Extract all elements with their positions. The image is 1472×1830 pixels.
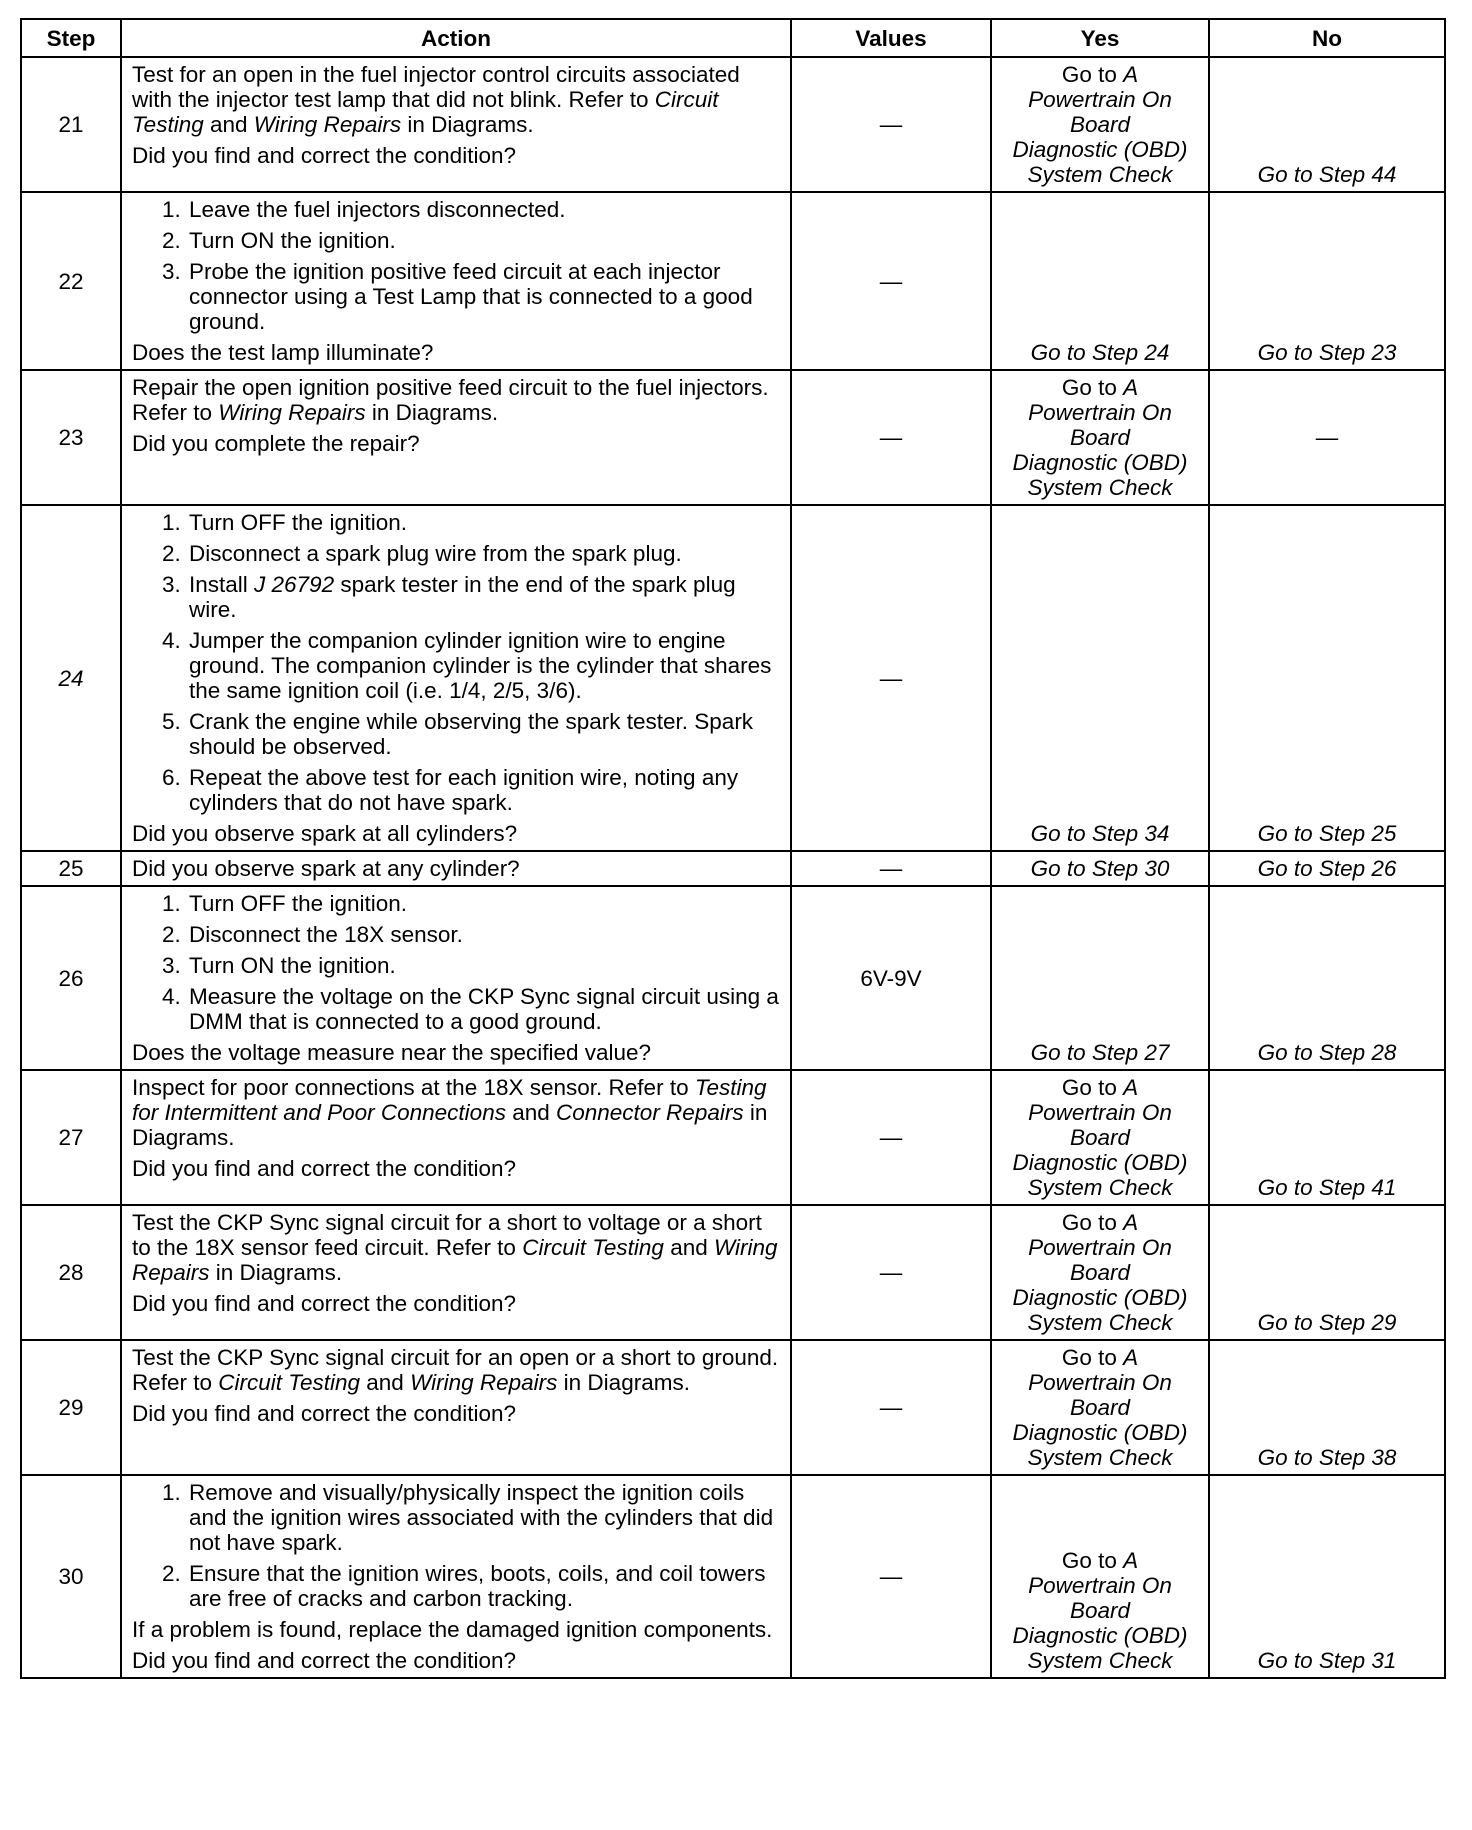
header-action: Action — [121, 19, 791, 57]
header-row — [21, 19, 1445, 57]
header-step: Step — [21, 19, 121, 57]
step-number: 26 — [21, 886, 121, 1070]
list-item: 5. Crank the engine while observing the spark tester. Spark should be observed. — [187, 709, 780, 759]
action-cell — [121, 1205, 791, 1340]
table-row — [21, 192, 1445, 370]
table-row — [21, 1475, 1445, 1678]
diagnostic-table — [20, 18, 1446, 1679]
action-cell — [121, 1070, 791, 1205]
action-steps — [132, 891, 780, 1034]
yes-cell: Go to Step 34 — [991, 505, 1209, 851]
values-cell: — — [791, 1205, 991, 1340]
action-question: Did you observe spark at any cylinder? — [132, 856, 520, 881]
header-values: Values — [791, 19, 991, 57]
table-row — [21, 851, 1445, 886]
action-cell — [121, 57, 791, 192]
action-steps — [132, 197, 780, 334]
action-question: Did you find and correct the condition? — [132, 1156, 516, 1181]
no-cell: Go to Step 29 — [1209, 1205, 1445, 1340]
list-item: 4. Measure the voltage on the CKP Sync signal circuit using a DMM that is connected to a good ground. — [187, 984, 780, 1034]
step-number: 28 — [21, 1205, 121, 1340]
values-cell: — — [791, 1070, 991, 1205]
action-question: Did you find and correct the condition? — [132, 1291, 516, 1316]
yes-cell: Go to Step 30 — [991, 851, 1209, 886]
action-cell — [121, 886, 791, 1070]
action-cell — [121, 505, 791, 851]
list-item: 3. Turn ON the ignition. — [187, 953, 780, 978]
table-row — [21, 505, 1445, 851]
action-steps — [132, 1480, 780, 1611]
action-cell — [121, 1340, 791, 1475]
no-cell: Go to Step 41 — [1209, 1070, 1445, 1205]
no-cell: Go to Step 38 — [1209, 1340, 1445, 1475]
action-cell — [121, 370, 791, 505]
list-item: 2. Disconnect a spark plug wire from the spark plug. — [187, 541, 780, 566]
action-text: Inspect for poor connections at the 18X sensor. Refer to Testing for Intermittent and Poor Connections and Connector Repairs in Diagrams. — [132, 1075, 768, 1150]
yes-cell: Go to A Powertrain On Board Diagnostic (OBD) System Check — [991, 1205, 1209, 1340]
table-row — [21, 370, 1445, 505]
no-cell: Go to Step 26 — [1209, 851, 1445, 886]
step-number: 23 — [21, 370, 121, 505]
no-cell: Go to Step 25 — [1209, 505, 1445, 851]
list-item: 2. Ensure that the ignition wires, boots, coils, and coil towers are free of cracks and carbon tracking. — [187, 1561, 780, 1611]
list-item: 4. Jumper the companion cylinder ignition wire to engine ground. The companion cylinder is the cylinder that shares the same ignition coil (i.e. 1/4, 2/5, 3/6). — [187, 628, 780, 703]
action-question: Did you find and correct the condition? — [132, 143, 516, 168]
values-cell: — — [791, 370, 991, 505]
values-cell: — — [791, 1340, 991, 1475]
list-item: 2. Disconnect the 18X sensor. — [187, 922, 780, 947]
list-item: 1. Turn OFF the ignition. — [187, 510, 780, 535]
action-text: Test for an open in the fuel injector control circuits associated with the injector test lamp that did not blink. Refer to Circuit Testing and Wiring Repairs in Diagrams. — [132, 62, 740, 137]
values-cell: — — [791, 505, 991, 851]
table-row — [21, 886, 1445, 1070]
step-number: 29 — [21, 1340, 121, 1475]
action-cell — [121, 1475, 791, 1678]
action-cell — [121, 851, 791, 886]
action-question: Did you observe spark at all cylinders? — [132, 821, 518, 846]
action-text: Test the CKP Sync signal circuit for an open or a short to ground. Refer to Circuit Testing and Wiring Repairs in Diagrams. — [132, 1345, 779, 1395]
action-question: Does the test lamp illuminate? — [132, 340, 434, 365]
values-cell: — — [791, 57, 991, 192]
yes-cell: Go to A Powertrain On Board Diagnostic (OBD) System Check — [991, 1340, 1209, 1475]
step-number: 22 — [21, 192, 121, 370]
action-steps — [132, 510, 780, 815]
list-item: 3. Install J 26792 spark tester in the end of the spark plug wire. — [187, 572, 780, 622]
values-cell: — — [791, 192, 991, 370]
no-cell: Go to Step 44 — [1209, 57, 1445, 192]
yes-cell: Go to Step 24 — [991, 192, 1209, 370]
step-number: 25 — [21, 851, 121, 886]
action-cell — [121, 192, 791, 370]
action-question: Does the voltage measure near the specified value? — [132, 1040, 652, 1065]
no-cell: Go to Step 31 — [1209, 1475, 1445, 1678]
yes-cell: Go to A Powertrain On Board Diagnostic (OBD) System Check — [991, 1070, 1209, 1205]
values-cell: — — [791, 851, 991, 886]
action-question: Did you find and correct the condition? — [132, 1401, 516, 1426]
no-cell: — — [1209, 370, 1445, 505]
list-item: 1. Turn OFF the ignition. — [187, 891, 780, 916]
no-cell: Go to Step 28 — [1209, 886, 1445, 1070]
action-text: Test the CKP Sync signal circuit for a short to voltage or a short to the 18X sensor feed circuit. Refer to Circuit Testing and Wiring Repairs in Diagrams. — [132, 1210, 778, 1285]
action-note: If a problem is found, replace the damaged ignition components. — [132, 1617, 773, 1642]
no-cell: Go to Step 23 — [1209, 192, 1445, 370]
yes-cell: Go to A Powertrain On Board Diagnostic (OBD) System Check — [991, 370, 1209, 505]
values-cell: 6V-9V — [791, 886, 991, 1070]
list-item: 1. Leave the fuel injectors disconnected. — [187, 197, 780, 222]
yes-cell: Go to Step 27 — [991, 886, 1209, 1070]
action-question: Did you complete the repair? — [132, 431, 420, 456]
table-row — [21, 1205, 1445, 1340]
table-row — [21, 1070, 1445, 1205]
step-number: 24 — [21, 505, 121, 851]
list-item: 1. Remove and visually/physically inspect the ignition coils and the ignition wires associated with the cylinders that did not have spark. — [187, 1480, 780, 1555]
header-yes: Yes — [991, 19, 1209, 57]
list-item: 3. Probe the ignition positive feed circuit at each injector connector using a Test Lamp that is connected to a good ground. — [187, 259, 780, 334]
step-number: 27 — [21, 1070, 121, 1205]
header-no: No — [1209, 19, 1445, 57]
values-cell: — — [791, 1475, 991, 1678]
list-item: 2. Turn ON the ignition. — [187, 228, 780, 253]
table-row — [21, 57, 1445, 192]
table-row — [21, 1340, 1445, 1475]
action-text: Repair the open ignition positive feed circuit to the fuel injectors. Refer to Wiring Repairs in Diagrams. — [132, 375, 769, 425]
yes-cell: Go to A Powertrain On Board Diagnostic (OBD) System Check — [991, 1475, 1209, 1678]
yes-cell: Go to A Powertrain On Board Diagnostic (OBD) System Check — [991, 57, 1209, 192]
list-item: 6. Repeat the above test for each ignition wire, noting any cylinders that do not have spark. — [187, 765, 780, 815]
step-number: 30 — [21, 1475, 121, 1678]
action-question: Did you find and correct the condition? — [132, 1648, 516, 1673]
step-number: 21 — [21, 57, 121, 192]
